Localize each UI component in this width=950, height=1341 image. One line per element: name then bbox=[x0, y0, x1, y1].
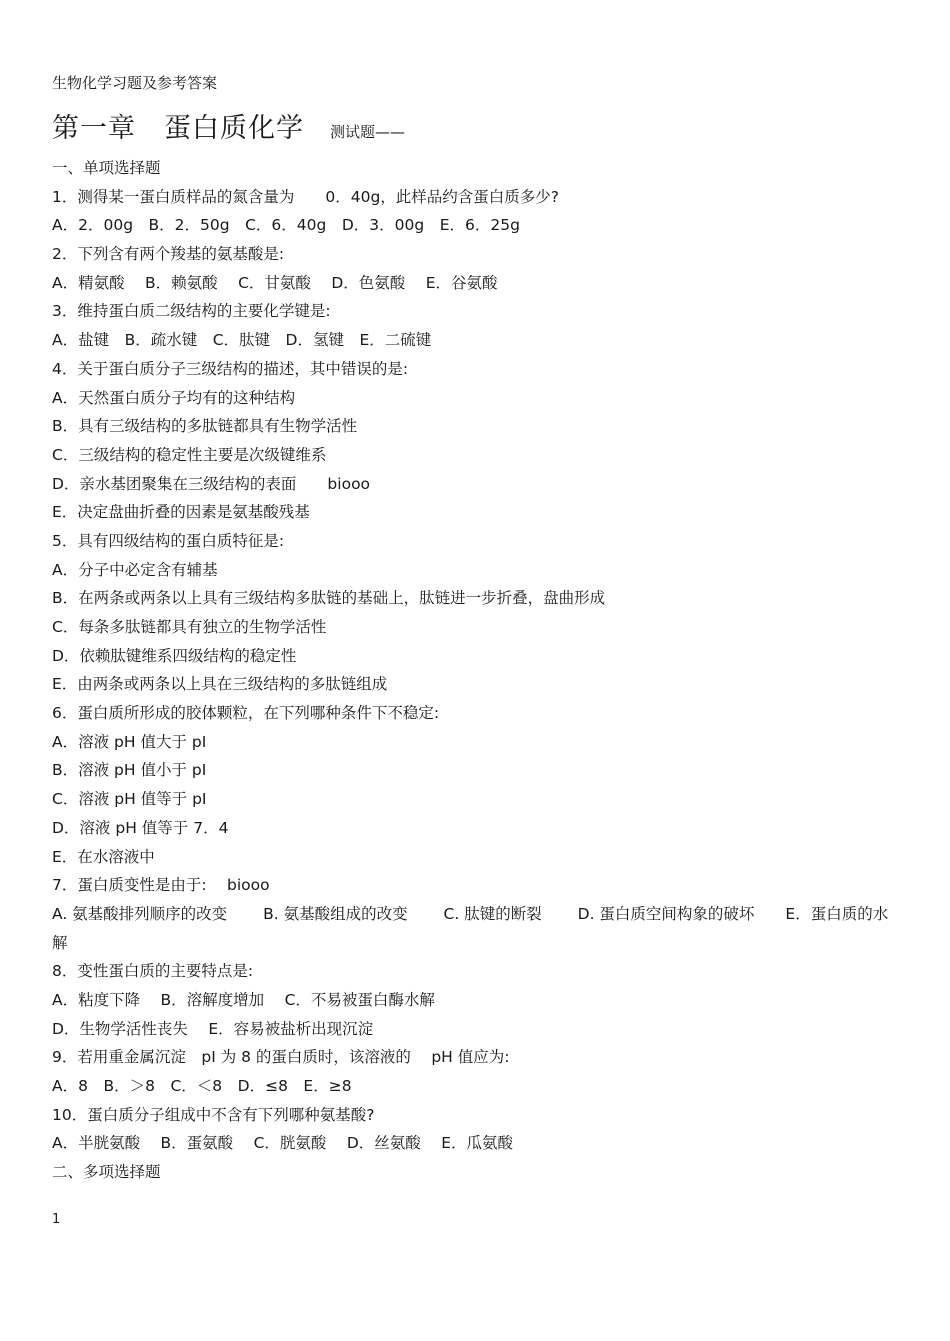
answer-option: C．三级结构的稳定性主要是次级键维系 bbox=[52, 445, 327, 464]
answer-option: E．在水溶液中 bbox=[52, 847, 155, 866]
answer-option: C．每条多肽链都具有独立的生物学活性 bbox=[52, 618, 327, 636]
answer-options: A．精氨酸 B．赖氨酸 C．甘氨酸 D．色氨酸 E．谷氨酸 bbox=[52, 273, 498, 292]
question-text: 5．具有四级结构的蛋白质特征是: bbox=[52, 531, 285, 550]
question-text: 3．维持蛋白质二级结构的主要化学键是: bbox=[52, 302, 331, 321]
page-number: 1 bbox=[52, 1212, 61, 1227]
answer-option: C．溶液 pH 值等于 pI bbox=[52, 790, 207, 809]
question-text: 8．变性蛋白质的主要特点是: bbox=[52, 962, 254, 981]
answer-option: E．由两条或两条以上具在三级结构的多肽链组成 bbox=[52, 675, 388, 694]
answer-options: D．生物学活性丧失 E．容易被盐析出现沉淀 bbox=[52, 1019, 374, 1038]
question-text: 6．蛋白质所形成的胶体颗粒，在下列哪种条件下不稳定: bbox=[52, 704, 440, 723]
question-text: 4．关于蛋白质分子三级结构的描述，其中错误的是: bbox=[52, 359, 409, 378]
answer-option: A．分子中必定含有辅基 bbox=[52, 560, 218, 579]
question-list bbox=[52, 154, 902, 1187]
answer-option: D．亲水基团聚集在三级结构的表面 biooo bbox=[52, 474, 371, 493]
answer-options: A．半胱氨酸 B．蛋氨酸 C．胱氨酸 D．丝氨酸 E．瓜氨酸 bbox=[52, 1134, 513, 1153]
answer-option: E．决定盘曲折叠的因素是氨基酸残基 bbox=[52, 503, 310, 522]
answer-option: D．溶液 pH 值等于 7．4 bbox=[52, 818, 229, 837]
answer-options: A．8 B．＞8 C．＜8 D．≤8 E．≥8 bbox=[52, 1077, 352, 1096]
answer-option: A．天然蛋白质分子均有的这种结构 bbox=[52, 388, 296, 407]
chapter-subtitle: 测试题—— bbox=[330, 123, 406, 141]
answer-options: A．2．00g B．2．50g C．6．40g D．3．00g E．6．25g bbox=[52, 216, 520, 235]
section-heading: 二、多项选择题 bbox=[52, 1163, 161, 1182]
question-text: 2．下列含有两个羧基的氨基酸是: bbox=[52, 245, 285, 264]
answer-option: D．依赖肽键维系四级结构的稳定性 bbox=[52, 646, 297, 665]
answer-option: A．溶液 pH 值大于 pI bbox=[52, 732, 207, 751]
question-text: 7．蛋白质变性是由于: biooo bbox=[52, 876, 270, 895]
chapter-heading bbox=[52, 106, 405, 145]
answer-options: A．粘度下降 B．溶解度增加 C．不易被蛋白酶水解 bbox=[52, 990, 435, 1009]
answer-option: B．溶液 pH 值小于 pI bbox=[52, 761, 207, 780]
question-text: 9．若用重金属沉淀 pI 为 8 的蛋白质时，该溶液的 pH 值应为: bbox=[52, 1048, 510, 1067]
chapter-title: 第一章 蛋白质化学 bbox=[52, 113, 304, 144]
answer-options: A．盐键 B．疏水键 C．肽键 D．氢键 E．二硫键 bbox=[52, 331, 432, 350]
answer-options: A. 氨基酸排列顺序的改变 B. 氨基酸组成的改变 C. 肽键的断裂 D. 蛋白质空间构象的破坏 E．蛋白质的水解 bbox=[52, 904, 889, 952]
question-text: 1．测得某一蛋白质样品的氮含量为 0．40g，此样品约含蛋白质多少? bbox=[52, 187, 560, 206]
answer-option: B．在两条或两条以上具有三级结构多肽链的基础上，肽链进一步折叠，盘曲形成 bbox=[52, 589, 606, 608]
question-text: 10．蛋白质分子组成中不含有下列哪种氨基酸? bbox=[52, 1105, 375, 1124]
document-header: 生物化学习题及参考答案 bbox=[52, 74, 218, 92]
section-heading: 一、单项选择题 bbox=[52, 159, 161, 177]
answer-option: B．具有三级结构的多肽链都具有生物学活性 bbox=[52, 417, 358, 436]
